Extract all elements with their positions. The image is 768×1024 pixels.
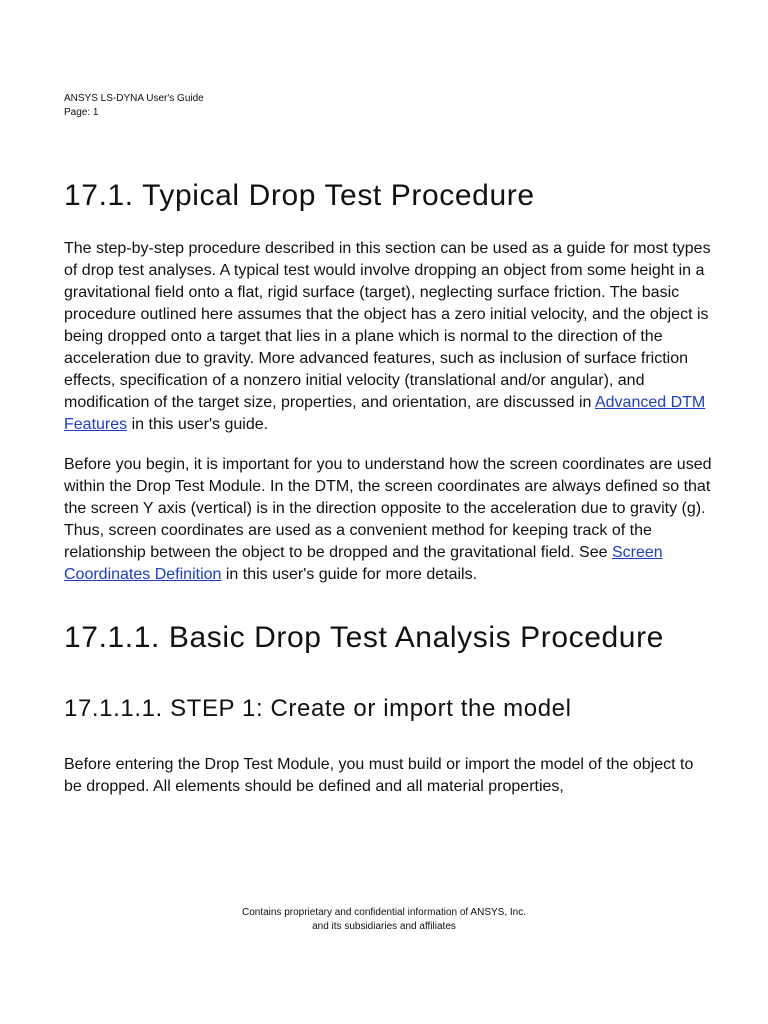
page-footer [0,906,768,934]
page-number: Page: 1 [64,107,99,118]
intro-paragraph-text: The step-by-step procedure described in this section can be used as a guide for most types of drop test analyses. A typical test would involve dropping an object from some height in a gravitational field onto a flat, rigid surface (target), neglecting surface friction. The basic procedure outlined here assumes that the object has a zero initial velocity, and the object is being dropped onto a target that lies in a plane which is normal to the direction of the acceleration due to gravity. More advanced features, such as inclusion of surface friction effects, specification of a nonzero initial velocity (translational and/or angular), and modification of the target size, properties, and orientation, are discussed in [64,240,711,411]
coordinates-paragraph-text: Before you begin, it is important for you to understand how the screen coordinates are used within the Drop Test Module. In the DTM, the screen coordinates are always defined so that the screen Y axis (vertical) is in the direction opposite to the acceleration due to gravity (g). Thus, screen coordinates are used as a convenient method for keeping track of the relationship between the object to be dropped and the gravitational field. See [64,456,712,561]
footer-line-1: Contains proprietary and confidential information of ANSYS, Inc. [241,907,527,918]
advanced-dtm-features-link[interactable]: Advanced DTM Features [64,394,706,433]
step1-paragraph: Before entering the Drop Test Module, you must build or import the model of the object to be dropped. All elements should be defined and all material properties, [64,756,694,795]
subsection-title: 17.1.1. Basic Drop Test Analysis Procedure [64,621,664,654]
intro-paragraph [64,238,714,436]
step1-title: 17.1.1.1. STEP 1: Create or import the model [64,695,572,722]
document-content [64,176,714,798]
coordinates-paragraph-tail: in this user's guide for more details. [225,566,478,583]
intro-paragraph-tail: in this user's guide. [131,416,269,433]
guide-title: ANSYS LS-DYNA User's Guide [64,93,204,104]
running-header [64,92,204,120]
coordinates-paragraph [64,454,714,586]
footer-line-2: and its subsidiaries and affiliates [312,921,456,932]
screen-coordinates-definition-link[interactable]: Screen Coordinates Definition [64,544,663,583]
section-title: 17.1. Typical Drop Test Procedure [64,179,535,212]
